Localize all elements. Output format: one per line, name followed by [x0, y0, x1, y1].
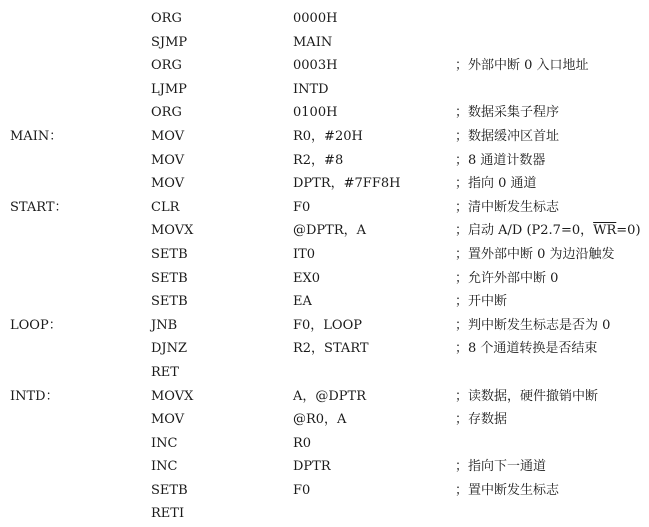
code-line — [0, 219, 649, 243]
line-opcode: MOVX — [151, 388, 194, 404]
line-comment: ；读数据，硬件撤销中断 — [455, 388, 599, 404]
line-operand: R0 — [293, 435, 312, 451]
code-line — [0, 149, 649, 173]
line-operand: R2，START — [293, 341, 369, 357]
line-operand: INTD — [293, 81, 329, 97]
line-comment: ；指向 0 通道 — [455, 176, 537, 192]
line-operand: R0，#20H — [293, 128, 363, 144]
line-operand: IT0 — [293, 246, 316, 262]
line-operand: DPTR，#7FF8H — [293, 176, 401, 192]
code-line — [0, 267, 649, 291]
line-comment: ；8 通道计数器 — [455, 152, 546, 168]
code-line — [0, 125, 649, 149]
line-operand: @R0，A — [293, 412, 347, 428]
line-opcode: ORG — [151, 105, 182, 121]
line-label: START： — [10, 199, 68, 215]
line-opcode: SETB — [151, 246, 188, 262]
line-comment: ；外部中断 0 入口地址 — [455, 58, 589, 74]
code-line — [0, 290, 649, 314]
line-operand: F0 — [293, 199, 311, 215]
line-opcode: RET — [151, 364, 179, 380]
wr-overline-signal: $\overline{WR}$ — [593, 223, 617, 239]
line-comment: ；置中断发生标志 — [455, 482, 560, 498]
line-operand: 0100H — [293, 105, 338, 121]
line-label: INTD： — [10, 388, 59, 404]
code-line — [0, 7, 649, 31]
line-opcode: JNB — [151, 317, 178, 333]
line-operand: DPTR — [293, 459, 331, 475]
line-operand: F0 — [293, 482, 311, 498]
line-opcode: SETB — [151, 294, 188, 310]
line-operand: @DPTR，A — [293, 223, 367, 239]
line-operand: 0000H — [293, 11, 338, 26]
code-line — [0, 361, 649, 385]
line-operand: MAIN — [293, 34, 333, 50]
line-operand: 0003H — [293, 58, 338, 74]
line-opcode: INC — [151, 435, 178, 451]
line-comment: ；允许外部中断 0 — [455, 270, 559, 286]
code-line — [0, 408, 649, 432]
line-comment — [455, 219, 641, 243]
line-opcode: MOV — [151, 176, 185, 192]
line-opcode: RETI — [151, 506, 185, 522]
code-line — [0, 101, 649, 125]
line-opcode: CLR — [151, 199, 180, 215]
line-comment: ；开中断 — [455, 294, 508, 310]
code-line — [0, 502, 649, 526]
line-opcode: SJMP — [151, 34, 188, 50]
comment-text: ；启动 A/D (P2.7=0， — [455, 223, 594, 239]
line-operand: F0，LOOP — [293, 317, 362, 333]
line-comment: ；判中断发生标志是否为 0 — [455, 317, 611, 333]
line-label: LOOP： — [10, 317, 62, 333]
line-opcode: ORG — [151, 11, 182, 26]
code-line — [0, 78, 649, 102]
line-comment: ；数据采集子程序 — [455, 105, 560, 121]
code-line — [0, 479, 649, 503]
code-line — [0, 196, 649, 220]
code-line — [0, 172, 649, 196]
line-opcode: MOVX — [151, 223, 194, 239]
code-line — [0, 455, 649, 479]
line-opcode: LJMP — [151, 81, 187, 97]
line-operand: A，@DPTR — [293, 388, 367, 404]
line-comment: ；数据缓冲区首址 — [455, 128, 560, 144]
line-comment: ；8 个通道转换是否结束 — [455, 341, 598, 357]
line-opcode: INC — [151, 459, 178, 475]
code-line — [0, 31, 649, 55]
line-opcode: MOV — [151, 128, 185, 144]
line-comment: ；置外部中断 0 为边沿触发 — [455, 246, 615, 262]
code-line — [0, 314, 649, 338]
line-operand: R2，#8 — [293, 152, 344, 168]
line-opcode: SETB — [151, 270, 188, 286]
code-line — [0, 432, 649, 456]
code-line — [0, 337, 649, 361]
line-operand: EA — [293, 294, 312, 310]
line-opcode: DJNZ — [151, 341, 188, 357]
line-comment: ；清中断发生标志 — [455, 199, 560, 215]
line-opcode: SETB — [151, 482, 188, 498]
code-line — [0, 54, 649, 78]
line-opcode: MOV — [151, 412, 185, 428]
assembly-listing — [0, 7, 649, 526]
line-label: MAIN： — [10, 128, 63, 144]
line-opcode: ORG — [151, 58, 182, 74]
line-opcode: MOV — [151, 152, 185, 168]
code-line — [0, 243, 649, 267]
comment-tail: =0) — [616, 223, 641, 239]
line-comment: ；存数据 — [455, 412, 508, 428]
line-operand: EX0 — [293, 270, 321, 286]
line-comment: ；指向下一通道 — [455, 459, 547, 475]
code-line — [0, 385, 649, 409]
